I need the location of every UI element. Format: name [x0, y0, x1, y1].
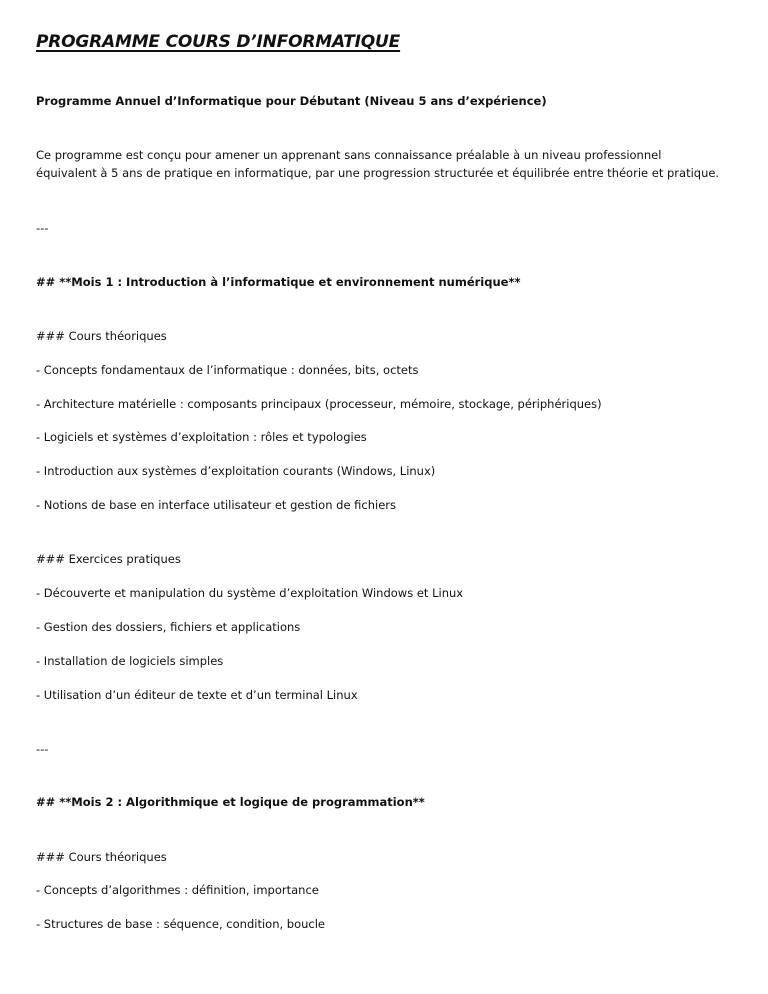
month1-theory-heading: ### Cours théoriques — [36, 329, 167, 343]
list-item: - Découverte et manipulation du système d’exploitation Windows et Linux — [36, 586, 464, 600]
month2-heading: ## **Mois 2 : Algorithmique et logique de programmation** — [36, 795, 425, 809]
separator: --- — [36, 221, 49, 235]
list-item: - Concepts fondamentaux de l’informatique : données, bits, octets — [36, 363, 419, 377]
month1-heading: ## **Mois 1 : Introduction à l’informatique et environnement numérique** — [36, 275, 521, 289]
list-item: - Installation de logiciels simples — [36, 654, 224, 668]
list-item: - Structures de base : séquence, condition, boucle — [36, 917, 326, 931]
intro-line-1: Ce programme est conçu pour amener un apprenant sans connaissance préalable à un niveau professionnel — [36, 148, 662, 162]
month2-theory-heading: ### Cours théoriques — [36, 850, 167, 864]
document-subtitle: Programme Annuel d’Informatique pour Débutant (Niveau 5 ans d’expérience) — [36, 94, 547, 108]
list-item: - Architecture matérielle : composants principaux (processeur, mémoire, stockage, périphériques) — [36, 397, 602, 411]
list-item: - Concepts d’algorithmes : définition, importance — [36, 883, 319, 897]
intro-paragraph — [36, 146, 736, 182]
separator: --- — [36, 742, 49, 756]
intro-line-2: équivalent à 5 ans de pratique en informatique, par une progression structurée et équilibrée entre théorie et pratique. — [36, 166, 720, 180]
list-item: - Gestion des dossiers, fichiers et applications — [36, 620, 301, 634]
month1-practice-heading: ### Exercices pratiques — [36, 552, 181, 566]
list-item: - Utilisation d’un éditeur de texte et d’un terminal Linux — [36, 688, 358, 702]
list-item: - Logiciels et systèmes d’exploitation : rôles et typologies — [36, 430, 367, 444]
list-item: - Notions de base en interface utilisateur et gestion de fichiers — [36, 498, 397, 512]
list-item: - Introduction aux systèmes d’exploitation courants (Windows, Linux) — [36, 464, 436, 478]
document-title: PROGRAMME COURS D’INFORMATIQUE — [36, 32, 401, 52]
